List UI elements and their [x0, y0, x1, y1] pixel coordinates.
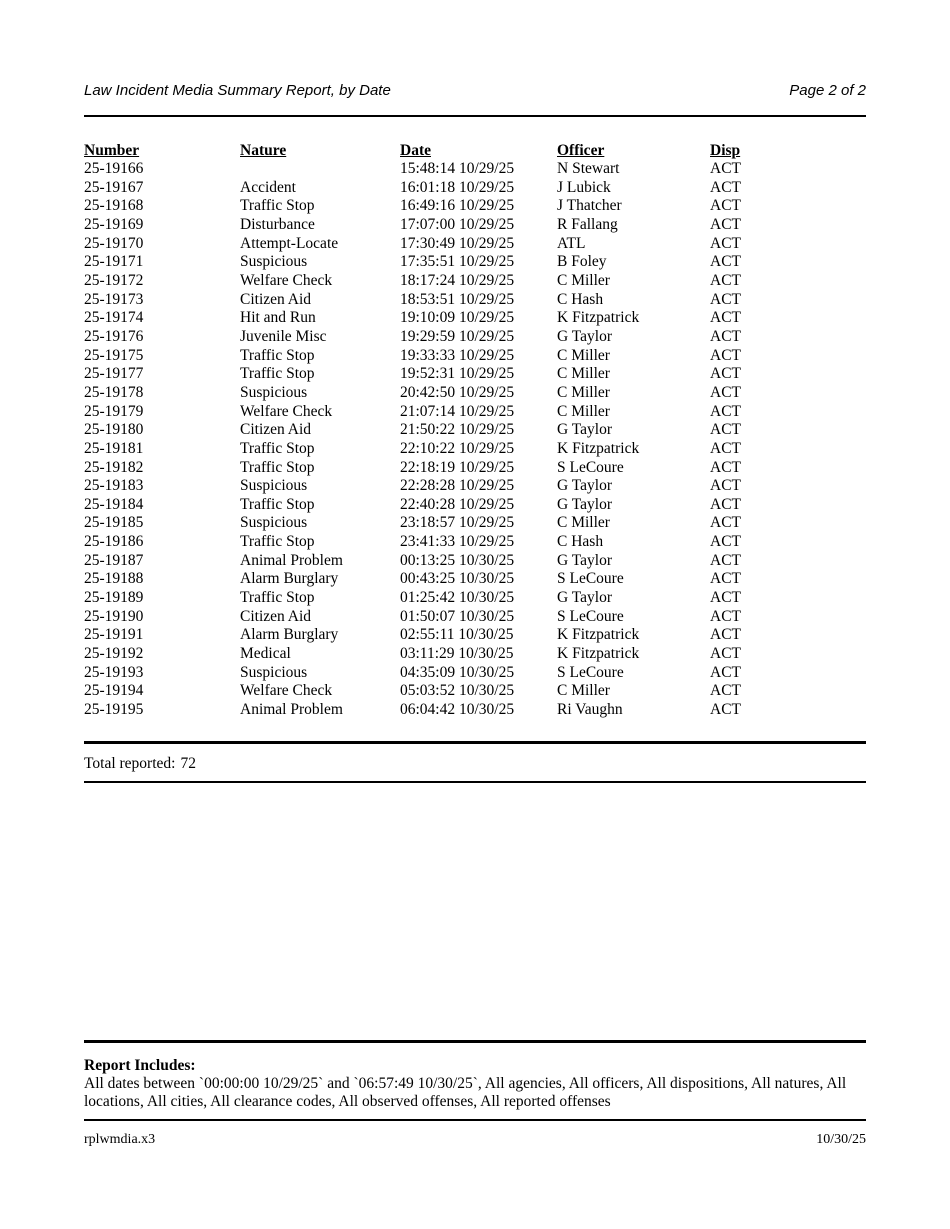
- cell-date: 22:10:22 10/29/25: [400, 439, 515, 457]
- cell-officer: J Thatcher: [557, 197, 622, 215]
- table-row: [84, 403, 866, 422]
- column-header-disp: Disp: [710, 142, 741, 159]
- cell-officer: S LeCoure: [557, 607, 624, 625]
- cell-officer: C Miller: [557, 346, 610, 364]
- cell-number: 25-19166: [84, 160, 144, 177]
- table-row: [84, 365, 866, 384]
- cell-officer: K Fitzpatrick: [557, 626, 640, 644]
- total-reported-value: 72: [180, 754, 196, 772]
- cell-officer: Ri Vaughn: [557, 701, 623, 719]
- cell-number: 25-19178: [84, 383, 144, 401]
- cell-nature: Traffic Stop: [240, 365, 315, 383]
- table-row: [84, 626, 866, 645]
- cell-disp: ACT: [710, 234, 741, 252]
- cell-number: 25-19170: [84, 234, 144, 252]
- table-row: [84, 589, 866, 608]
- table-row: [84, 664, 866, 683]
- cell-number: 25-19169: [84, 215, 144, 233]
- total-reported-label: Total reported:: [84, 754, 176, 772]
- cell-officer: G Taylor: [557, 421, 613, 439]
- cell-officer: S LeCoure: [557, 458, 624, 476]
- cell-nature: Citizen Aid: [240, 421, 312, 439]
- cell-date: 19:52:31 10/29/25: [400, 365, 515, 383]
- report-includes-divider: [84, 1040, 866, 1043]
- report-title: Law Incident Media Summary Report, by Date: [84, 82, 391, 99]
- cell-nature: Traffic Stop: [240, 197, 315, 215]
- cell-officer: C Miller: [557, 271, 610, 289]
- cell-nature: Traffic Stop: [240, 533, 315, 551]
- cell-number: 25-19167: [84, 178, 144, 196]
- cell-date: 21:50:22 10/29/25: [400, 421, 515, 439]
- header-divider: [84, 115, 866, 117]
- cell-nature: Citizen Aid: [240, 607, 312, 625]
- cell-officer: C Miller: [557, 514, 610, 532]
- cell-date: 04:35:09 10/30/25: [400, 663, 515, 681]
- cell-officer: G Taylor: [557, 495, 613, 513]
- cell-officer: C Miller: [557, 383, 610, 401]
- cell-number: 25-19171: [84, 253, 144, 271]
- report-includes-body: All dates between `00:00:00 10/29/25` and `06:57:49 10/30/25`, All agencies, All officers, All dispositions, All natures, All locations, All cities, All clearance codes, All observed offenses, All reported offenses: [84, 1074, 847, 1111]
- cell-officer: B Foley: [557, 253, 607, 271]
- cell-nature: Hit and Run: [240, 309, 316, 327]
- cell-date: 00:43:25 10/30/25: [400, 570, 515, 588]
- cell-date: 19:10:09 10/29/25: [400, 309, 515, 327]
- cell-number: 25-19190: [84, 607, 144, 625]
- cell-officer: K Fitzpatrick: [557, 309, 640, 327]
- cell-number: 25-19191: [84, 626, 144, 644]
- total-divider-bottom: [84, 781, 866, 783]
- cell-number: 25-19192: [84, 645, 144, 663]
- cell-disp: ACT: [710, 327, 741, 345]
- page-footer: [84, 1131, 866, 1148]
- cell-officer: R Fallang: [557, 215, 618, 233]
- cell-date: 15:48:14 10/29/25: [400, 160, 515, 177]
- cell-officer: J Lubick: [557, 178, 611, 196]
- cell-officer: G Taylor: [557, 551, 613, 569]
- column-header-officer: Officer: [557, 142, 605, 159]
- cell-nature: Traffic Stop: [240, 589, 315, 607]
- cell-number: 25-19179: [84, 402, 144, 420]
- cell-nature: Disturbance: [240, 215, 315, 233]
- cell-officer: K Fitzpatrick: [557, 439, 640, 457]
- cell-nature: [240, 160, 400, 179]
- cell-disp: ACT: [710, 383, 741, 401]
- column-header-date: Date: [400, 142, 431, 159]
- cell-nature: Medical: [240, 645, 291, 663]
- cell-disp: ACT: [710, 682, 741, 700]
- column-header-nature: Nature: [240, 142, 287, 159]
- table-row: [84, 533, 866, 552]
- cell-disp: ACT: [710, 365, 741, 383]
- table-row: [84, 253, 866, 272]
- cell-number: 25-19188: [84, 570, 144, 588]
- cell-number: 25-19180: [84, 421, 144, 439]
- cell-disp: ACT: [710, 402, 741, 420]
- cell-disp: ACT: [710, 271, 741, 289]
- cell-disp: ACT: [710, 290, 741, 308]
- cell-nature: Citizen Aid: [240, 290, 312, 308]
- table-row: [84, 216, 866, 235]
- cell-number: 25-19177: [84, 365, 144, 383]
- cell-disp: ACT: [710, 663, 741, 681]
- table-row: [84, 496, 866, 515]
- cell-nature: Traffic Stop: [240, 458, 315, 476]
- cell-nature: Attempt-Locate: [240, 234, 339, 252]
- cell-disp: ACT: [710, 701, 741, 719]
- cell-officer: S LeCoure: [557, 570, 624, 588]
- cell-nature: Suspicious: [240, 514, 308, 532]
- cell-disp: ACT: [710, 309, 741, 327]
- cell-officer: ATL: [557, 234, 586, 252]
- cell-date: 23:18:57 10/29/25: [400, 514, 515, 532]
- incident-table-header: [84, 142, 866, 160]
- cell-number: 25-19185: [84, 514, 144, 532]
- cell-date: 19:33:33 10/29/25: [400, 346, 515, 364]
- cell-nature: Welfare Check: [240, 402, 333, 420]
- cell-disp: ACT: [710, 645, 741, 663]
- table-row: [84, 309, 866, 328]
- table-row: [84, 197, 866, 216]
- cell-disp: ACT: [710, 589, 741, 607]
- cell-nature: Suspicious: [240, 383, 308, 401]
- cell-number: 25-19183: [84, 477, 144, 495]
- report-header: [84, 82, 866, 100]
- cell-disp: ACT: [710, 607, 741, 625]
- table-row: [84, 384, 866, 403]
- cell-number: 25-19174: [84, 309, 144, 327]
- cell-number: 25-19173: [84, 290, 144, 308]
- cell-nature: Traffic Stop: [240, 495, 315, 513]
- footer-date: 10/30/25: [816, 1131, 866, 1147]
- cell-nature: Welfare Check: [240, 271, 333, 289]
- cell-disp: ACT: [710, 458, 741, 476]
- table-row: [84, 235, 866, 254]
- table-row: [84, 291, 866, 310]
- total-reported-line: [84, 755, 866, 773]
- footer-divider: [84, 1119, 866, 1121]
- cell-disp: ACT: [710, 570, 741, 588]
- cell-nature: Animal Problem: [240, 701, 343, 719]
- cell-date: 01:50:07 10/30/25: [400, 607, 515, 625]
- cell-nature: Animal Problem: [240, 551, 343, 569]
- cell-nature: Welfare Check: [240, 682, 333, 700]
- cell-number: 25-19184: [84, 495, 144, 513]
- cell-nature: Suspicious: [240, 663, 308, 681]
- cell-nature: Suspicious: [240, 253, 308, 271]
- cell-date: 22:40:28 10/29/25: [400, 495, 515, 513]
- cell-number: 25-19176: [84, 327, 144, 345]
- footer-report-id: rplwmdia.x3: [84, 1131, 156, 1147]
- cell-nature: Alarm Burglary: [240, 570, 339, 588]
- cell-date: 06:04:42 10/30/25: [400, 701, 515, 719]
- cell-date: 19:29:59 10/29/25: [400, 327, 515, 345]
- cell-disp: ACT: [710, 551, 741, 569]
- cell-date: 18:17:24 10/29/25: [400, 271, 515, 289]
- cell-date: 22:28:28 10/29/25: [400, 477, 515, 495]
- cell-disp: ACT: [710, 495, 741, 513]
- cell-date: 21:07:14 10/29/25: [400, 402, 515, 420]
- cell-disp: ACT: [710, 215, 741, 233]
- cell-number: 25-19195: [84, 701, 144, 719]
- cell-officer: C Hash: [557, 290, 604, 308]
- cell-number: 25-19186: [84, 533, 144, 551]
- cell-number: 25-19194: [84, 682, 144, 700]
- cell-nature: Juvenile Misc: [240, 327, 327, 345]
- cell-disp: ACT: [710, 626, 741, 644]
- cell-date: 17:30:49 10/29/25: [400, 234, 515, 252]
- cell-number: 25-19193: [84, 663, 144, 681]
- cell-officer: G Taylor: [557, 327, 613, 345]
- cell-nature: Suspicious: [240, 477, 308, 495]
- cell-number: 25-19175: [84, 346, 144, 364]
- cell-date: 20:42:50 10/29/25: [400, 383, 515, 401]
- table-row: [84, 552, 866, 571]
- report-includes-heading: Report Includes:: [84, 1056, 196, 1074]
- cell-disp: ACT: [710, 439, 741, 457]
- incident-table-body: [84, 160, 866, 720]
- cell-disp: ACT: [710, 514, 741, 532]
- cell-officer: G Taylor: [557, 477, 613, 495]
- cell-date: 00:13:25 10/30/25: [400, 551, 515, 569]
- table-row: [84, 179, 866, 198]
- cell-nature: Traffic Stop: [240, 439, 315, 457]
- cell-date: 05:03:52 10/30/25: [400, 682, 515, 700]
- cell-date: 18:53:51 10/29/25: [400, 290, 515, 308]
- report-content: [84, 82, 866, 1148]
- table-row: [84, 514, 866, 533]
- table-row: [84, 701, 866, 720]
- cell-disp: ACT: [710, 178, 741, 196]
- cell-nature: Traffic Stop: [240, 346, 315, 364]
- total-divider-top: [84, 741, 866, 744]
- cell-date: 17:35:51 10/29/25: [400, 253, 515, 271]
- cell-officer: K Fitzpatrick: [557, 645, 640, 663]
- table-row: [84, 328, 866, 347]
- table-row: [84, 608, 866, 627]
- table-row: [84, 347, 866, 366]
- cell-number: 25-19168: [84, 197, 144, 215]
- table-row: [84, 477, 866, 496]
- cell-date: 03:11:29 10/30/25: [400, 645, 514, 663]
- cell-number: 25-19182: [84, 458, 144, 476]
- cell-disp: ACT: [710, 533, 741, 551]
- cell-date: 01:25:42 10/30/25: [400, 589, 515, 607]
- cell-date: 22:18:19 10/29/25: [400, 458, 515, 476]
- cell-disp: ACT: [710, 346, 741, 364]
- cell-number: 25-19172: [84, 271, 144, 289]
- table-row: [84, 421, 866, 440]
- cell-date: 16:01:18 10/29/25: [400, 178, 515, 196]
- cell-disp: ACT: [710, 160, 741, 177]
- cell-officer: C Miller: [557, 365, 610, 383]
- cell-nature: Alarm Burglary: [240, 626, 339, 644]
- table-row: [84, 570, 866, 589]
- table-row: [84, 160, 866, 179]
- table-row: [84, 682, 866, 701]
- cell-officer: C Miller: [557, 682, 610, 700]
- cell-disp: ACT: [710, 197, 741, 215]
- table-row: [84, 459, 866, 478]
- table-row: [84, 440, 866, 459]
- cell-disp: ACT: [710, 253, 741, 271]
- page-number-label: Page 2 of 2: [789, 82, 866, 99]
- cell-officer: N Stewart: [557, 160, 620, 177]
- cell-date: 16:49:16 10/29/25: [400, 197, 515, 215]
- cell-number: 25-19181: [84, 439, 144, 457]
- cell-number: 25-19187: [84, 551, 144, 569]
- cell-date: 02:55:11 10/30/25: [400, 626, 514, 644]
- cell-officer: C Hash: [557, 533, 604, 551]
- cell-date: 17:07:00 10/29/25: [400, 215, 515, 233]
- cell-officer: S LeCoure: [557, 663, 624, 681]
- cell-officer: C Miller: [557, 402, 610, 420]
- cell-officer: G Taylor: [557, 589, 613, 607]
- column-header-number: Number: [84, 142, 140, 159]
- table-row: [84, 272, 866, 291]
- cell-date: 23:41:33 10/29/25: [400, 533, 515, 551]
- cell-number: 25-19189: [84, 589, 144, 607]
- cell-nature: Accident: [240, 178, 296, 196]
- cell-disp: ACT: [710, 421, 741, 439]
- cell-disp: ACT: [710, 477, 741, 495]
- table-row: [84, 645, 866, 664]
